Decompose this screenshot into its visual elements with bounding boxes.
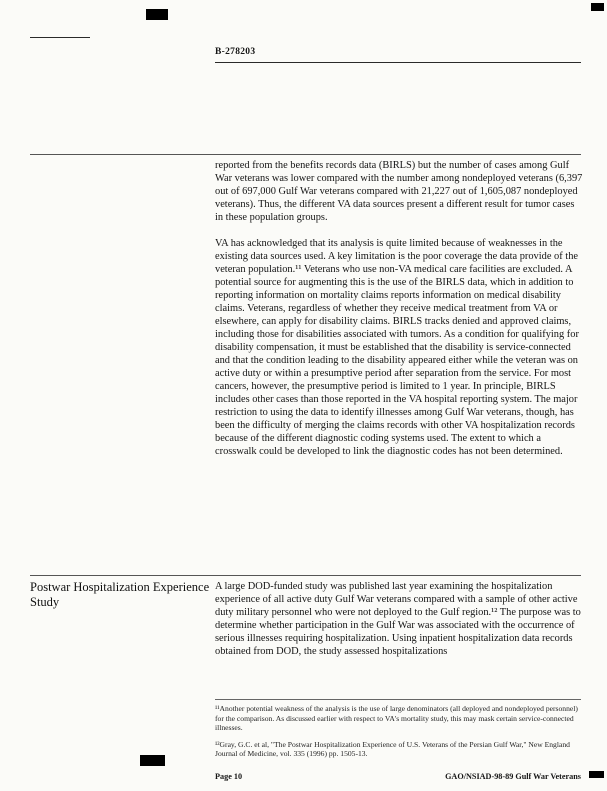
body-text-column <box>215 159 585 471</box>
footnote: ¹¹Another potential weakness of the analysis is the use of large denominators (all deployed and nondeployed personnel) for the comparison. As discussed earlier with respect to VA's mortality study, this may mask certain service-connected illnesses. <box>215 704 578 733</box>
scan-registration-mark <box>146 9 168 20</box>
page-number: Page 10 <box>215 772 243 781</box>
header-divider-line <box>215 62 581 63</box>
footnotes-section <box>215 704 583 766</box>
section-heading: Postwar Hospitalization Experience Study <box>30 580 210 609</box>
scan-registration-mark <box>140 755 165 766</box>
section-divider-line <box>30 154 581 155</box>
section-divider-line <box>30 575 581 576</box>
body-text-column <box>215 580 585 658</box>
footnote-divider-line <box>215 699 581 700</box>
footnote: ¹²Gray, G.C. et al, "The Postwar Hospitalization Experience of U.S. Veterans of the Persian Gulf War," New England Journal of Medicine, vol. 335 (1996) pp. 1505-13. <box>215 739 570 759</box>
paragraph: VA has acknowledged that its analysis is quite limited because of weaknesses in the existing data sources used. A key limitation is the poor coverage the data provide of the veteran population.¹¹ Veterans who use non-VA medical care facilities are excluded. A potential source for augmenting this is the use of the BIRLS data, which in addition to reporting information on mortality claims reports information on medical disability claims. Veterans, regardless of whether they receive medical treatment from VA or elsewhere, can apply for disability claims. BIRLS tracks denied and approved claims, including those for disabilities associated with tumors. As a condition for qualifying for disability compensation, it must be established that the disability is service-connected and that the condition leading to the disability appeared either while the veteran was on active duty or within a presumptive period after separation from the service. For most cancers, however, the presumptive period is limited to 1 year. In principle, BIRLS includes other cases than those reported in the VA hospital reporting system. The major restriction to using the data to identify illnesses among Gulf War veterans, though, has been the difficulty of merging the claims records with other VA hospitalization records because of the different diagnostic coding systems used. The extent to which a crosswalk could be developed to link the diagnostic codes has not been determined. <box>215 238 579 457</box>
scan-registration-mark <box>591 3 604 11</box>
divider-line <box>30 37 90 38</box>
paragraph: reported from the benefits records data (BIRLS) but the number of cases among Gulf War veterans was lower compared with the number among nondeployed veterans (6,397 out of 697,000 Gulf War veterans compared with 21,227 out of 1,605,087 nondeployed veterans). Thus, the different VA data sources present a different result for tumor cases in these population groups. <box>215 160 583 223</box>
document-reference: B-278203 <box>215 47 256 57</box>
paragraph: A large DOD-funded study was published last year examining the hospitalization experience of all active duty Gulf War veterans compared with a sample of other active duty military personnel who were not deployed to the Gulf region.¹² The purpose was to determine whether participation in the Gulf War was associated with the occurrence of serious illnesses requiring hospitalization. Using inpatient hospitalization data records obtained from DOD, the study assessed hospitalizations <box>215 581 581 657</box>
report-number: GAO/NSIAD-98-89 Gulf War Veterans <box>445 772 581 781</box>
page-footer <box>215 772 581 781</box>
scan-registration-mark <box>589 771 604 778</box>
